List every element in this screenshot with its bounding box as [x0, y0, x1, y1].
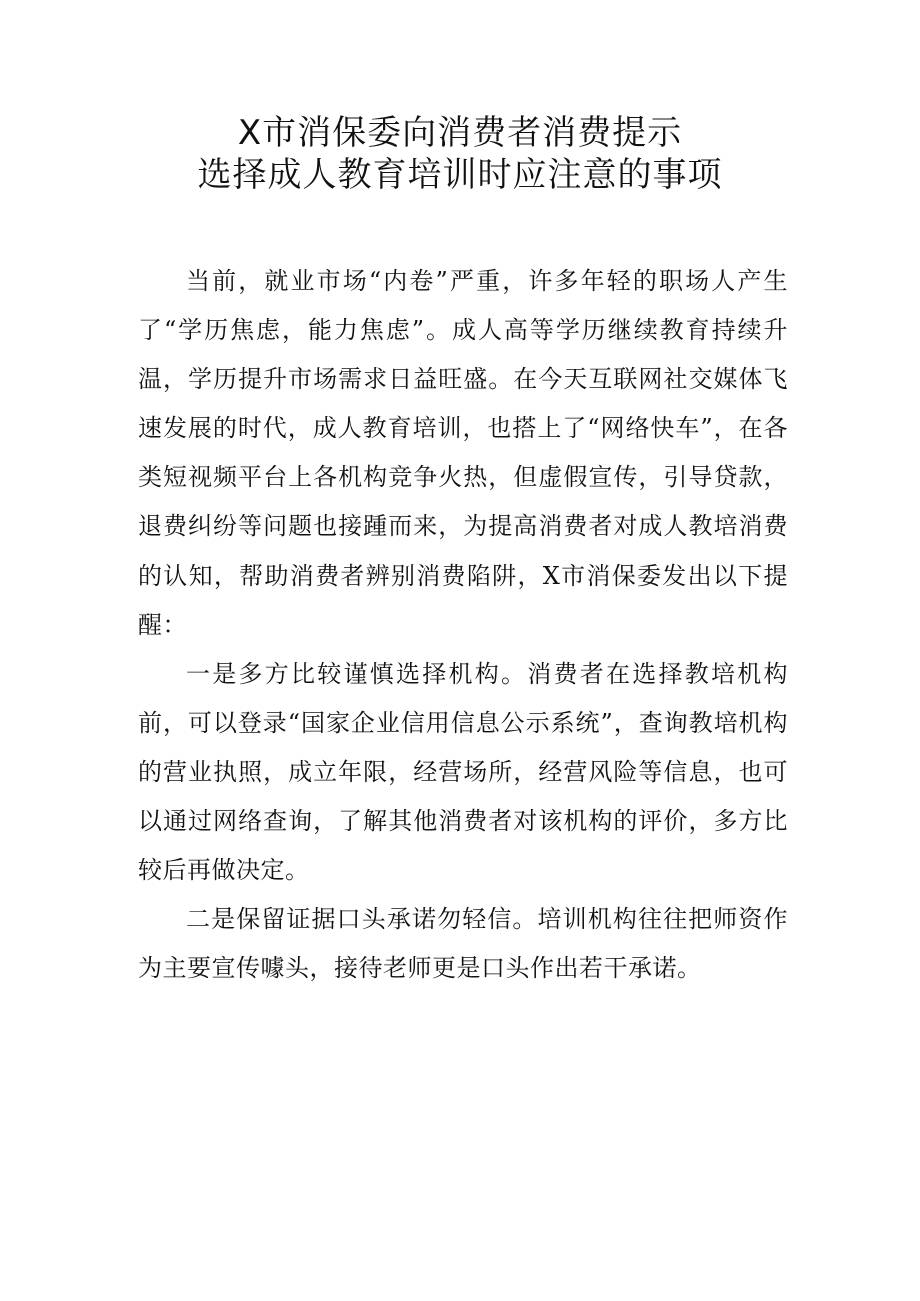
title-line-2: 选择成人教育培训时应注意的事项 [197, 155, 723, 195]
paragraph-point-2: 二是保留证据口头承诺勿轻信。培训机构往往把师资作为主要宣传噱头，接待老师更是口头作出若干承诺。 [138, 905, 788, 983]
title-line-1: X市消保委向消费者消费提示 [237, 113, 683, 153]
paragraph-intro: 当前，就业市场“内卷”严重，许多年轻的职场人产生了“学历焦虑，能力焦虑”。成人高等学历继续教育持续升温，学历提升市场需求日益旺盛。在今天互联网社交媒体飞速发展的时代，成人教育培训，也搭上了“网络快车”，在各类短视频平台上各机构竞争火热，但虚假宣传，引导贷款，退费纠纷等问题也接踵而来，为提高消费者对成人教培消费的认知，帮助消费者辨别消费陷阱，X市消保委发出以下提醒： [138, 267, 788, 639]
document-title [0, 112, 920, 196]
document-body [138, 257, 788, 993]
paragraph-point-1: 一是多方比较谨慎选择机构。消费者在选择教培机构前，可以登录“国家企业信用信息公示系统”，查询教培机构的营业执照，成立年限，经营场所，经营风险等信息，也可以通过网络查询，了解其他消费者对该机构的评价，多方比较后再做决定。 [138, 659, 788, 885]
